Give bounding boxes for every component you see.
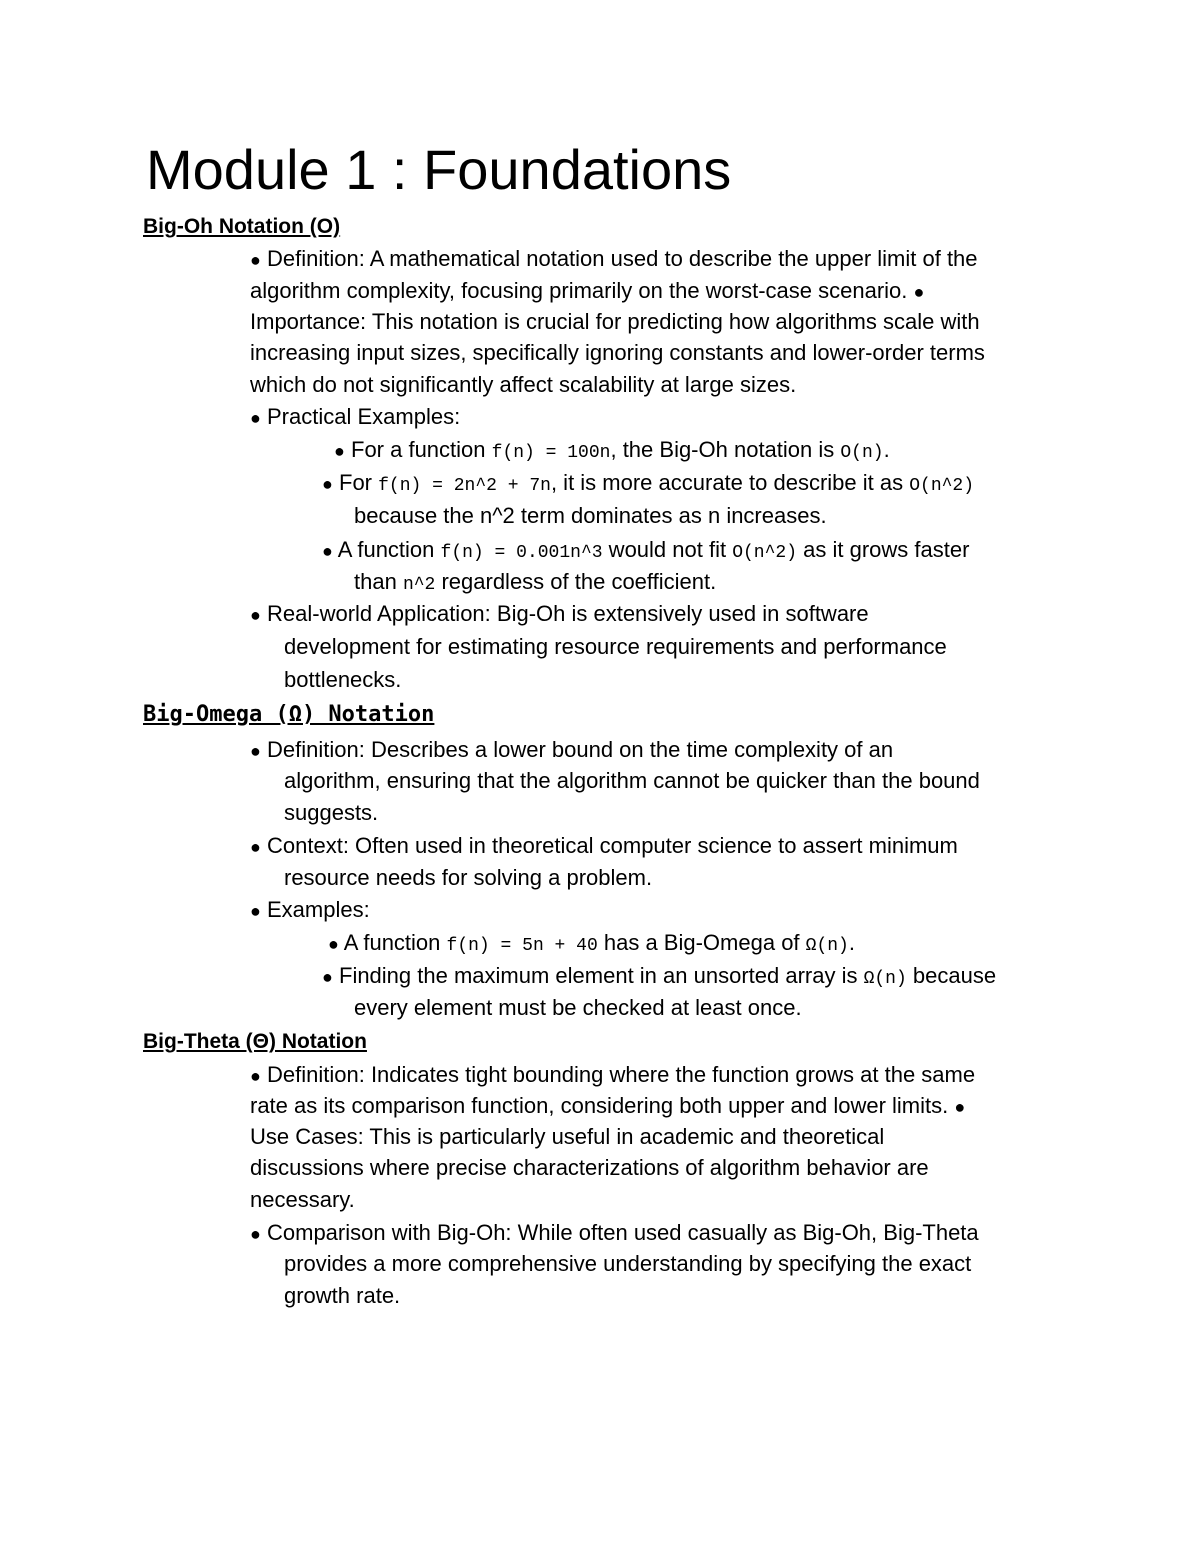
bullet-icon: ● xyxy=(322,474,333,494)
big-oh-example-3: ● A function f(n) = 0.001n^3 would not fit O(n^2) as it grows faster xyxy=(322,537,970,563)
section-heading-big-omega: Big-Omega (Ω) Notation xyxy=(143,702,435,727)
big-oh-importance-line-2: increasing input sizes, specifically ignoring constants and lower-order terms xyxy=(250,340,985,365)
big-theta-definition-line-2: rate as its comparison function, considering both upper and lower limits. ● xyxy=(250,1093,966,1118)
bullet-icon: ● xyxy=(328,934,339,954)
bullet-icon: ● xyxy=(250,741,261,761)
big-oh-importance-line-3: which do not significantly affect scalability at large sizes. xyxy=(250,372,797,397)
code-snippet: O(n^2) xyxy=(909,476,975,496)
bullet-icon: ● xyxy=(250,1066,261,1086)
code-snippet: n^2 xyxy=(402,575,436,595)
bullet-icon: ● xyxy=(322,541,333,561)
bullet-icon: ● xyxy=(334,441,345,461)
big-theta-use-cases-line-2: discussions where precise characterizations of algorithm behavior are xyxy=(250,1155,929,1180)
bullet-icon: ● xyxy=(250,901,261,921)
big-theta-use-cases-line-3: necessary. xyxy=(250,1187,355,1212)
real-world-application-line-3: bottlenecks. xyxy=(284,667,402,692)
big-theta-use-cases-line-1: Use Cases: This is particularly useful in academic and theoretical xyxy=(250,1124,885,1149)
big-oh-definition-line-2: algorithm complexity, focusing primarily on the worst-case scenario. ● xyxy=(250,278,925,303)
big-omega-context-line-1: ● Context: Often used in theoretical computer science to assert minimum xyxy=(250,833,958,858)
big-theta-comparison-line-1: ● Comparison with Big-Oh: While often used casually as Big-Oh, Big-Theta xyxy=(250,1220,979,1245)
big-omega-example-2: ● Finding the maximum element in an unsorted array is Ω(n) because xyxy=(322,963,997,989)
code-snippet: Ω(n) xyxy=(863,969,907,989)
bullet-icon: ● xyxy=(250,1224,261,1244)
big-oh-definition-line-1: ● Definition: A mathematical notation used to describe the upper limit of the xyxy=(250,246,978,271)
big-omega-example-1: ● A function f(n) = 5n + 40 has a Big-Omega of Ω(n). xyxy=(328,930,855,956)
section-heading-big-theta: Big-Theta (Θ) Notation xyxy=(143,1030,367,1053)
code-snippet: O(n) xyxy=(840,443,884,463)
big-theta-comparison-line-2: provides a more comprehensive understanding by specifying the exact xyxy=(284,1251,972,1276)
big-oh-importance-line-1: Importance: This notation is crucial for predicting how algorithms scale with xyxy=(250,309,980,334)
bullet-icon: ● xyxy=(954,1097,966,1117)
big-omega-definition-line-1: ● Definition: Describes a lower bound on the time complexity of an xyxy=(250,737,894,762)
big-oh-example-3-line-2: than n^2 regardless of the coefficient. xyxy=(354,569,717,595)
real-world-application-line-1: ● Real-world Application: Big-Oh is extensively used in software xyxy=(250,601,869,626)
bullet-icon: ● xyxy=(250,250,261,270)
bullet-icon: ● xyxy=(250,837,261,857)
big-oh-example-1: ● For a function f(n) = 100n, the Big-Oh notation is O(n). xyxy=(334,437,890,463)
big-theta-comparison-line-3: growth rate. xyxy=(284,1283,401,1308)
bullet-icon: ● xyxy=(250,605,261,625)
code-snippet: f(n) = 100n xyxy=(491,443,611,463)
code-snippet: f(n) = 5n + 40 xyxy=(446,936,598,956)
code-snippet: O(n^2) xyxy=(732,543,798,563)
real-world-application-line-2: development for estimating resource requirements and performance xyxy=(284,634,947,659)
section-heading-big-oh: Big-Oh Notation (O) xyxy=(143,215,341,238)
big-omega-context-line-2: resource needs for solving a problem. xyxy=(284,865,653,890)
code-snippet: Ω(n) xyxy=(805,936,849,956)
big-oh-example-2-line-2: because the n^2 term dominates as n increases. xyxy=(354,503,827,528)
big-omega-examples-item: ● Examples: xyxy=(250,897,370,922)
bullet-icon: ● xyxy=(322,967,333,987)
code-snippet: f(n) = 2n^2 + 7n xyxy=(378,476,551,496)
big-omega-example-2-line-2: every element must be checked at least once. xyxy=(354,995,802,1020)
page-title: Module 1 : Foundations xyxy=(146,138,732,201)
big-oh-example-2: ● For f(n) = 2n^2 + 7n, it is more accurate to describe it as O(n^2) xyxy=(322,470,975,496)
big-theta-definition-line-1: ● Definition: Indicates tight bounding where the function grows at the same xyxy=(250,1062,976,1087)
bullet-icon: ● xyxy=(913,282,925,302)
bullet-icon: ● xyxy=(250,408,261,428)
code-snippet: f(n) = 0.001n^3 xyxy=(440,543,603,563)
practical-examples-item: ● Practical Examples: xyxy=(250,404,461,429)
big-omega-definition-line-2: algorithm, ensuring that the algorithm cannot be quicker than the bound xyxy=(284,768,980,793)
big-omega-definition-line-3: suggests. xyxy=(284,800,379,825)
